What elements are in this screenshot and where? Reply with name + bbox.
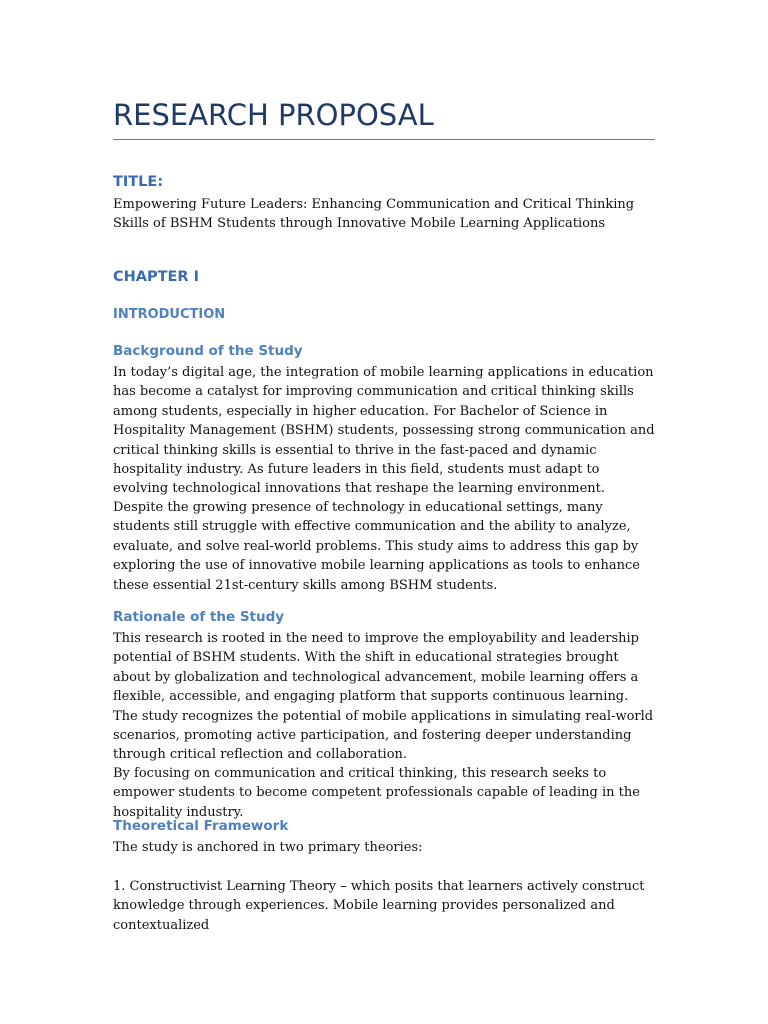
rationale-paragraph-2: By focusing on communication and critical thinking, this research seeks to empower students to become competent professionals capable of leading in the hospitality industry. — [113, 766, 640, 820]
background-paragraph-1: In today’s digital age, the integration of mobile learning applications in education has become a catalyst for improving communication and critical thinking skills among students, especially in higher education. For Bachelor of Science in Hospitality Management (BSHM) students, possessing strong communication and critical thinking skills is essential to thrive in the fast-paced and dynamic hospitality industry. As future leaders in this field, students must adapt to evolving technological innovations that reshape the learning environment. — [113, 365, 655, 497]
rationale-heading: Rationale of the Study — [113, 609, 285, 625]
framework-heading: Theoretical Framework — [113, 818, 289, 834]
rationale-paragraph-1: This research is rooted in the need to improve the employability and leadership potential of BSHM students. With the shift in educational strategies brought about by globalization and technological advancement, mobile learning offers a flexible, accessible, and engaging platform that supports continuous learning. The study recognizes the potential of mobile applications in simulating real-world scenarios, promoting active participation, and fostering deeper understanding through critical reflection and collaboration. — [113, 631, 654, 763]
background-heading: Background of the Study — [113, 343, 303, 359]
framework-paragraph-2: 1. Constructivist Learning Theory – which posits that learners actively construct knowledge through experiences. Mobile learning provides personalized and contextualized — [113, 879, 645, 933]
framework-paragraph-1: The study is anchored in two primary theories: — [113, 840, 423, 855]
chapter-heading: CHAPTER I — [113, 269, 200, 285]
title-heading: TITLE: — [113, 174, 164, 190]
introduction-heading: INTRODUCTION — [113, 307, 226, 322]
document-title: RESEARCH PROPOSAL — [113, 98, 434, 132]
background-paragraph-2: Despite the growing presence of technology in educational settings, many students still struggle with effective communication and the ability to analyze, evaluate, and solve real-world problems. This study aims to address this gap by exploring the use of innovative mobile learning applications as tools to enhance these essential 21st-century skills among BSHM students. — [113, 500, 640, 593]
research-title-text: Empowering Future Leaders: Enhancing Communication and Critical Thinking Skills of BSHM Students through Innovative Mobile Learning Applications — [113, 197, 635, 232]
title-underline-rule — [113, 139, 655, 140]
